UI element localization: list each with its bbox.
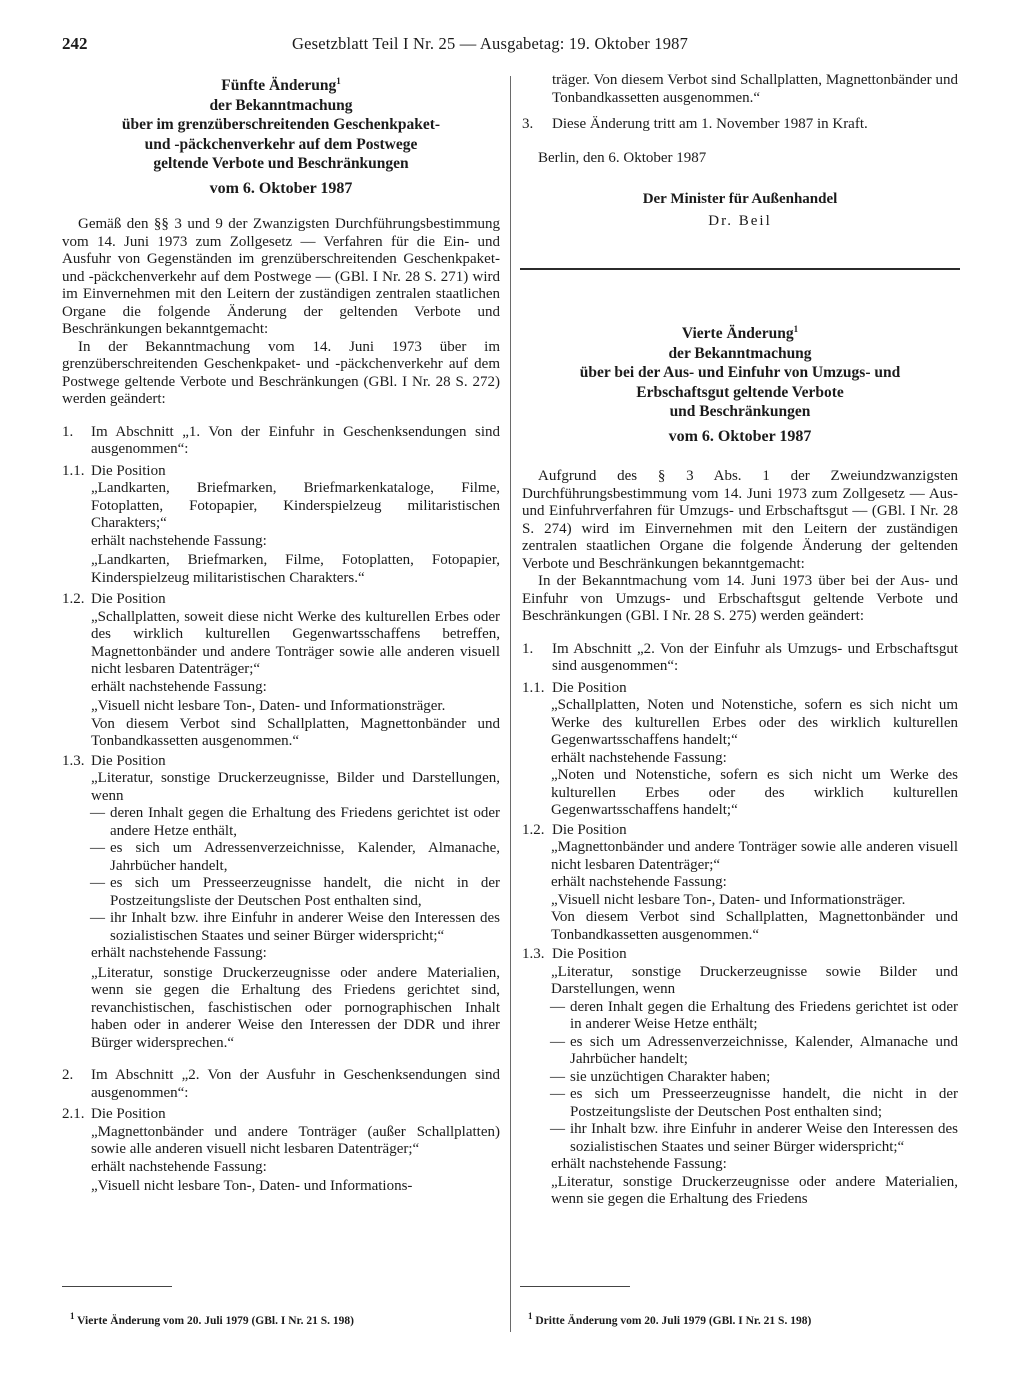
right-section-1-1: 1.1. Die Position <box>522 679 627 696</box>
left-1-3-dash-4: — ihr Inhalt bzw. ihre Einfuhr in anderer Weise den Interessen des sozialistischen Staates und seiner Bürger widerspricht;“ <box>90 910 500 944</box>
left-1-2-new-2: Von diesem Verbot sind Schallplatten, Magnettonbänder und Tonbandkassetten ausgenommen.“ <box>91 715 500 750</box>
left-title-line: über im grenzüberschreitenden Geschenkpaket- <box>121 116 441 134</box>
left-1-1-old: „Landkarten, Briefmarken, Briefmarkenkataloge, Filme, Fotoplatten, Fotopapier, Kinderspielzeug militaristischen Charakters;“ <box>91 480 500 532</box>
left-title: Fünfte Änderung$^1$ <box>221 76 341 95</box>
left-title-line: der Bekanntmachung <box>209 96 353 114</box>
left-1-2-new: „Visuell nicht lesbare Ton-, Daten- und Informationsträger. <box>91 698 446 715</box>
right-1-1-mid: erhält nachstehende Fassung: <box>551 749 727 766</box>
right-title-line: Erbschaftsgut geltende Verbote <box>636 383 844 401</box>
left-2-1-mid: erhält nachstehende Fassung: <box>91 1158 267 1175</box>
right-section-1-3: 1.3. Die Position <box>522 946 627 963</box>
right-title-line: der Bekanntmachung <box>668 344 812 362</box>
left-footnote-rule <box>62 1286 172 1287</box>
right-continuation: träger. Von diesem Verbot sind Schallplatten, Magnettonbänder und Tonbandkassetten ausgenommen.“ <box>552 72 958 106</box>
right-1-3-dash-2: — es sich um Adressenverzeichnisse, Kalender, Almanache und Jahrbücher handelt; <box>550 1033 958 1068</box>
left-2-1-old: „Magnettonbänder und andere Tonträger (außer Schallplatten) sowie alle anderen visuell nicht lesbaren Datenträger;“ <box>91 1123 500 1158</box>
right-section-1: 1. Im Abschnitt „2. Von der Einfuhr als Umzugs- und Erbschaftsgut sind ausgenommen“: <box>522 640 958 675</box>
left-1-2-mid: erhält nachstehende Fassung: <box>91 678 267 695</box>
right-intro-2: In der Bekanntmachung vom 14. Juni 1973 über bei der Aus- und Einfuhr von Umzugs- und Erbschaftsgut geltende Verbote und Beschränkungen (GBl. I Nr. 28 S. 275) werden geändert: <box>522 573 958 625</box>
right-section-3: 3. Diese Änderung tritt am 1. November 1987 in Kraft. <box>522 116 868 132</box>
right-title-date: vom 6. Oktober 1987 <box>668 427 812 445</box>
left-1-3-new: „Literatur, sonstige Druckerzeugnisse oder andere Materialien, wenn sie gegen die Erhaltung des Friedens gerichtet sind, revanchistischen, faschistischen oder pornographischen Inhalt haben oder in anderer Weise den Interessen der DDR und ihrer Bürger widersprechen.“ <box>91 964 500 1051</box>
left-section-2: 2. Im Abschnitt „2. Von der Ausfuhr in Geschenksendungen sind ausgenommen“: <box>62 1067 500 1101</box>
right-1-3-dash-4: — es sich um Presseerzeugnisse handelt, die nicht in der Postzeitungsliste der Deutschen Post enthalten sind; <box>550 1086 958 1120</box>
place-date: Berlin, den 6. Oktober 1987 <box>538 149 707 166</box>
right-1-3-dash-3: — sie unzüchtigen Charakter haben; <box>550 1068 771 1085</box>
right-1-3-new: „Literatur, sonstige Druckerzeugnisse oder andere Materialien, wenn sie gegen die Erhaltung des Friedens <box>551 1173 958 1208</box>
right-footnote: $^1$ Dritte Änderung vom 20. Juli 1979 (GBl. I Nr. 21 S. 198) <box>528 1311 812 1327</box>
right-1-2-new-2: Von diesem Verbot sind Schallplatten, Magnettonbänder und Tonbandkassetten ausgenommen.“ <box>551 909 958 943</box>
right-footnote-rule <box>520 1286 630 1287</box>
right-section-1-2: 1.2. Die Position <box>522 821 627 838</box>
left-1-3-mid: erhält nachstehende Fassung: <box>91 945 267 962</box>
right-1-2-new: „Visuell nicht lesbare Ton-, Daten- und Informationsträger. <box>551 891 906 908</box>
left-section-1-3: 1.3. Die Position <box>62 752 166 769</box>
left-1-3-dash-3: — es sich um Presseerzeugnisse handelt, die nicht in der Postzeitungsliste der Deutschen Post enthalten sind, <box>90 875 500 909</box>
left-column <box>62 72 500 1196</box>
page-header <box>62 33 960 55</box>
right-1-3-mid: erhält nachstehende Fassung: <box>551 1156 727 1173</box>
right-intro: Aufgrund des § 3 Abs. 1 der Zweiundzwanzigsten Durchführungsbestimmung vom 14. Juni 1973 zum Zollgesetz — Aus- und Einfuhrverfahren für Umzugs- und Erbschaftsgut — (GBl. I Nr. 28 S. 274) wird im Einvernehmen mit den Leitern der zuständigen zentralen staatlichen Organe die folgende Änderung der geltenden Verbote und Beschränkungen bekanntgemacht: <box>522 468 958 572</box>
right-1-1-old: „Schallplatten, Noten und Notenstiche, sofern es sich nicht um Werke des kulturellen Erbes oder des wirklich kulturellen Gegenwartsschaffens handelt;“ <box>551 697 958 749</box>
right-1-3-dash-1: — deren Inhalt gegen die Erhaltung des Friedens gerichtet ist oder in anderer Weise Hetze enthält; <box>550 998 958 1033</box>
column-divider <box>510 76 511 1332</box>
left-1-3-dash-1: — deren Inhalt gegen die Erhaltung des Friedens gerichtet ist oder andere Hetze enthält, <box>90 805 500 839</box>
left-section-1-1: 1.1. Die Position <box>62 462 166 479</box>
left-1-3-old: „Literatur, sonstige Druckerzeugnisse, Bilder und Darstellungen, wenn <box>91 770 500 804</box>
left-title-line: und -päckchenverkehr auf dem Postwege <box>144 135 418 153</box>
right-title: Vierte Änderung$^1$ <box>681 324 799 343</box>
left-section-2-1: 2.1. Die Position <box>62 1106 166 1123</box>
right-1-1-new: „Noten und Notenstiche, sofern es sich nicht um Werke des kulturellen Erbes oder des wirklich kulturellen Gegenwartsschaffens handelt;“ <box>551 767 958 819</box>
right-1-3-old: „Literatur, sonstige Druckerzeugnisse sowie Bilder und Darstellungen, wenn <box>551 963 958 998</box>
right-title-block <box>522 320 958 446</box>
right-title-line: und Beschränkungen <box>669 403 811 421</box>
left-footnote: $^1$ Vierte Änderung vom 20. Juli 1979 (GBl. I Nr. 21 S. 198) <box>70 1311 354 1327</box>
left-1-2-old: „Schallplatten, soweit diese nicht Werke des kulturellen Erbes oder des wirklich kulturellen Gegenwartsschaffens betreffen, Magnettonbänder und andere Tonträger sowie alle anderen visuell nicht lesbaren Datenträger;“ <box>91 608 500 678</box>
minister-signature: Dr. Beil <box>708 212 772 229</box>
left-1-1-new: „Landkarten, Briefmarken, Filme, Fotoplatten, Fotopapier, Kinderspielzeug militaristischen Charakters.“ <box>91 552 500 586</box>
right-column <box>522 72 958 1209</box>
left-section-1-2: 1.2. Die Position <box>62 591 166 608</box>
minister-title: Der Minister für Außenhandel <box>642 191 838 207</box>
left-1-3-dash-2: — es sich um Adressenverzeichnisse, Kalender, Almanache, Jahrbücher handelt, <box>90 840 500 874</box>
left-1-1-mid: erhält nachstehende Fassung: <box>91 532 267 549</box>
right-1-2-mid: erhält nachstehende Fassung: <box>551 874 727 891</box>
right-1-2-old: „Magnettonbänder und andere Tonträger sowie alle anderen visuell nicht lesbaren Datenträger;“ <box>551 839 958 873</box>
section-rule <box>520 268 960 270</box>
right-1-3-dash-5: — ihr Inhalt bzw. ihre Einfuhr in anderer Weise den Interessen des sozialistischen Staates und seiner Bürger widerspricht;“ <box>550 1121 958 1155</box>
running-title: Gesetzblatt Teil I Nr. 25 — Ausgabetag: 19. Oktober 1987 <box>292 34 689 53</box>
left-title-line: geltende Verbote und Beschränkungen <box>153 155 409 173</box>
left-title-date: vom 6. Oktober 1987 <box>209 179 353 197</box>
right-title-line: über bei der Aus- und Einfuhr von Umzugs- und <box>579 364 901 382</box>
left-intro: Gemäß den §§ 3 und 9 der Zwanzigsten Durchführungsbestimmung vom 14. Juni 1973 zum Zollgesetz — Verfahren für die Ein- und Ausfuhr von Gegenständen im grenzüberschreitenden Geschenkpaket- und -päckchenverkehr auf dem Postwege — (GBl. I Nr. 28 S. 271) wird im Einvernehmen mit den Leitern der zuständigen zentralen staatlichen Organe die folgende Änderung der geltenden Verbote und Beschränkungen bekanntgemacht: <box>62 216 500 338</box>
left-intro-2: In der Bekanntmachung vom 14. Juni 1973 über im grenzüberschreitenden Geschenkpaket- und -päckchenverkehr auf dem Postwege geltende Verbote und Beschränkungen (GBl. I Nr. 28 S. 272) werden geändert: <box>62 338 500 408</box>
left-section-1: 1. Im Abschnitt „1. Von der Einfuhr in Geschenksendungen sind ausgenommen“: <box>62 423 500 458</box>
page-number: 242 <box>62 34 88 53</box>
left-2-1-new: „Visuell nicht lesbare Ton-, Daten- und Informations- <box>91 1178 413 1195</box>
